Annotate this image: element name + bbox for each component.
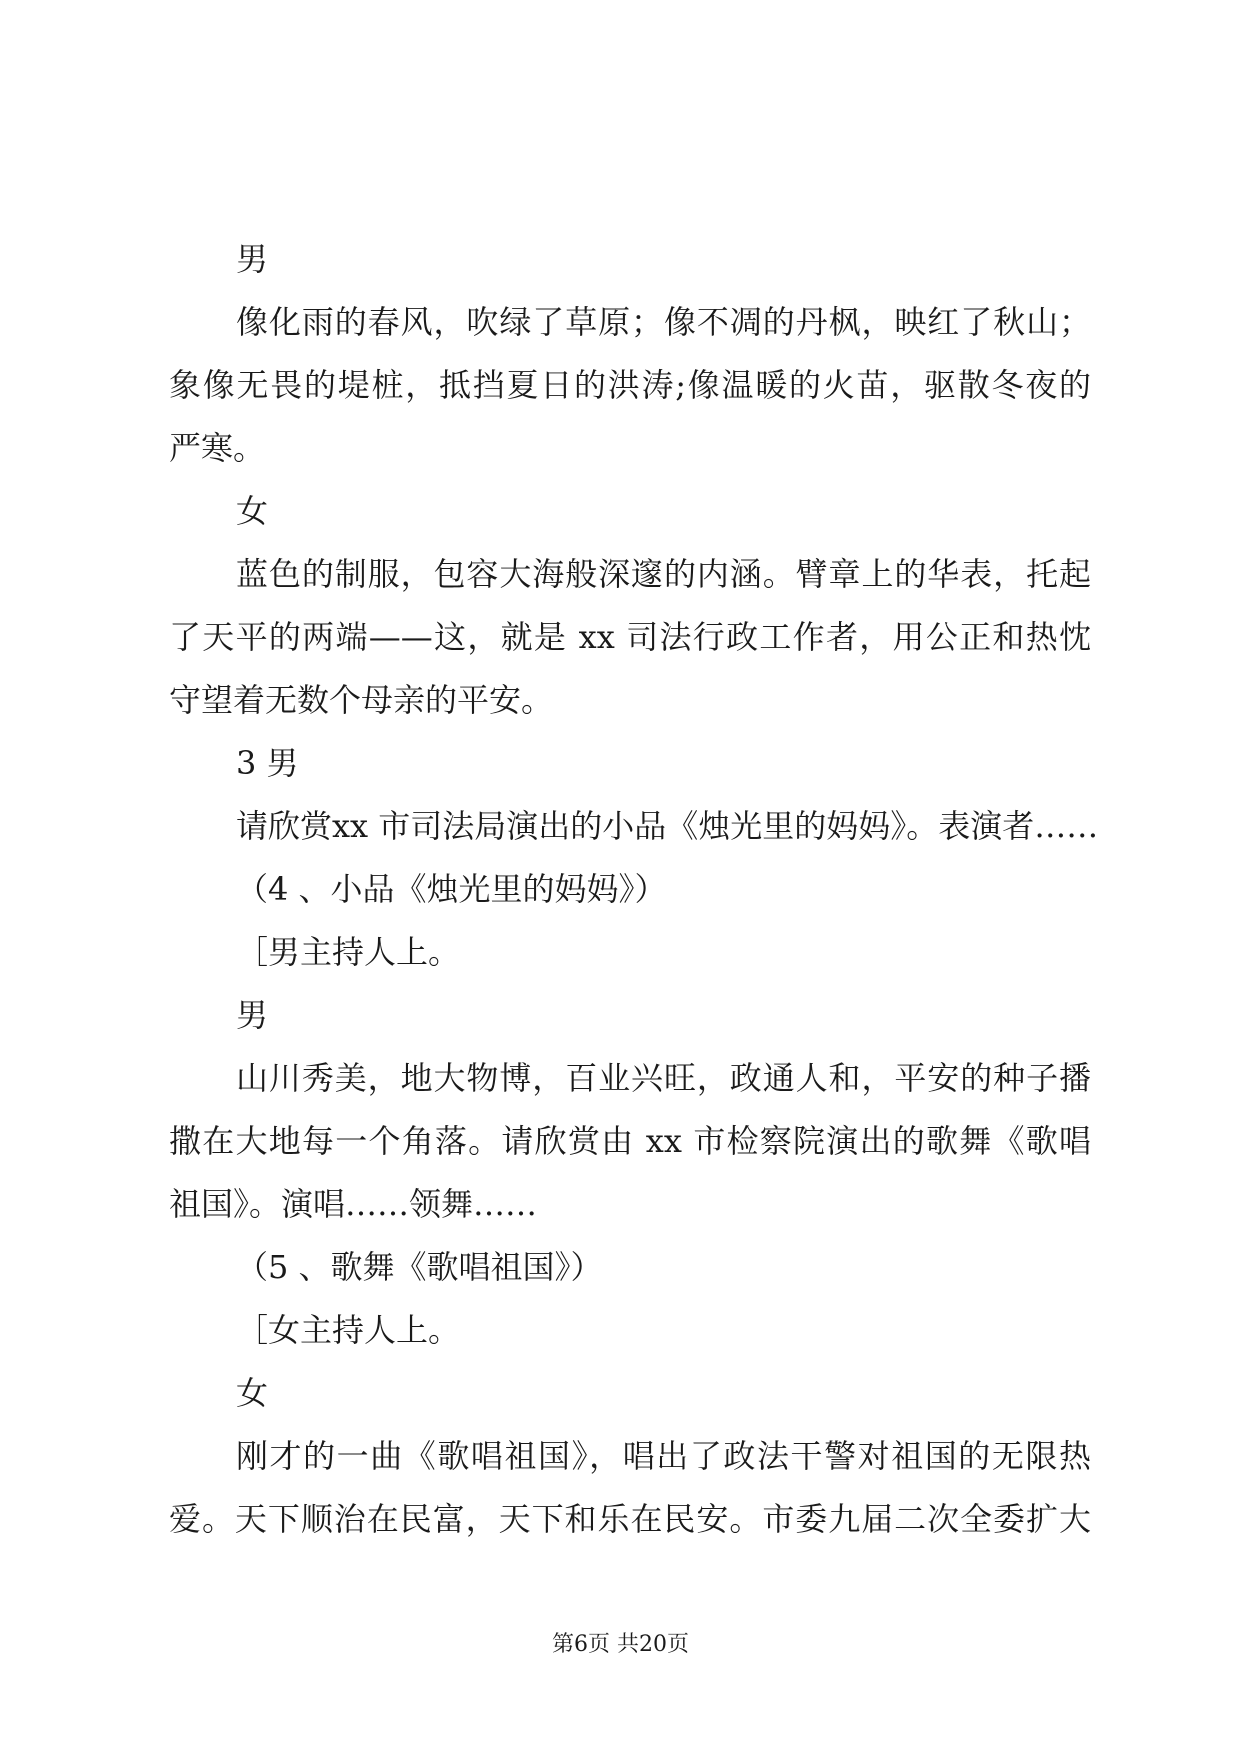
speaker-label: 3 男 — [236, 744, 299, 782]
paragraph — [169, 795, 1099, 858]
paragraph — [169, 543, 1091, 732]
paragraph-line: 像化雨的春风，吹绿了草原；像不凋的丹枫，映红了秋山； — [236, 303, 1091, 341]
paragraph-line: 了天平的两端——这，就是 xx 司法行政工作者，用公正和热忱 — [169, 618, 1091, 656]
program-item: （5 、歌舞《歌唱祖国》） — [236, 1248, 603, 1286]
paragraph-line: 守望着无数个母亲的平安。 — [169, 681, 554, 719]
paragraph-line: 爱。天下顺治在民富，天下和乐在民安。市委九届二次全委扩大 — [169, 1500, 1091, 1538]
paragraph-line: 撒在大地每一个角落。请欣赏由 xx 市检察院演出的歌舞《歌唱 — [169, 1122, 1091, 1160]
paragraph-line: 象像无畏的堤桩，抵挡夏日的洪涛;像温暖的火苗，驱散冬夜的 — [169, 366, 1091, 404]
paragraph-line: 山川秀美，地大物博，百业兴旺，政通人和，平安的种子播 — [236, 1059, 1091, 1097]
paragraph-line: 请欣赏xx 市司法局演出的小品《烛光里的妈妈》。表演者…… — [236, 807, 1099, 845]
paragraph — [169, 291, 1091, 480]
paragraph-line: 蓝色的制服，包容大海般深邃的内涵。臂章上的华表，托起 — [236, 555, 1091, 593]
page-footer — [0, 1628, 1241, 1662]
document-body — [169, 228, 1099, 1551]
page-number: 第6页 共20页 — [552, 1632, 689, 1657]
speaker-label: 男 — [236, 240, 269, 278]
stage-direction: ［女主持人上。 — [236, 1311, 461, 1349]
paragraph-line: 严寒。 — [169, 429, 266, 467]
paragraph-line: 祖国》。演唱……领舞…… — [169, 1185, 538, 1223]
speaker-label: 男 — [236, 996, 269, 1034]
speaker-label: 女 — [236, 492, 269, 530]
paragraph — [169, 1047, 1091, 1236]
speaker-label: 女 — [236, 1374, 269, 1412]
paragraph — [169, 1425, 1091, 1551]
program-item: （4 、小品《烛光里的妈妈》） — [236, 870, 667, 908]
stage-direction: ［男主持人上。 — [236, 933, 461, 971]
paragraph-line: 刚才的一曲《歌唱祖国》，唱出了政法干警对祖国的无限热 — [236, 1437, 1091, 1475]
